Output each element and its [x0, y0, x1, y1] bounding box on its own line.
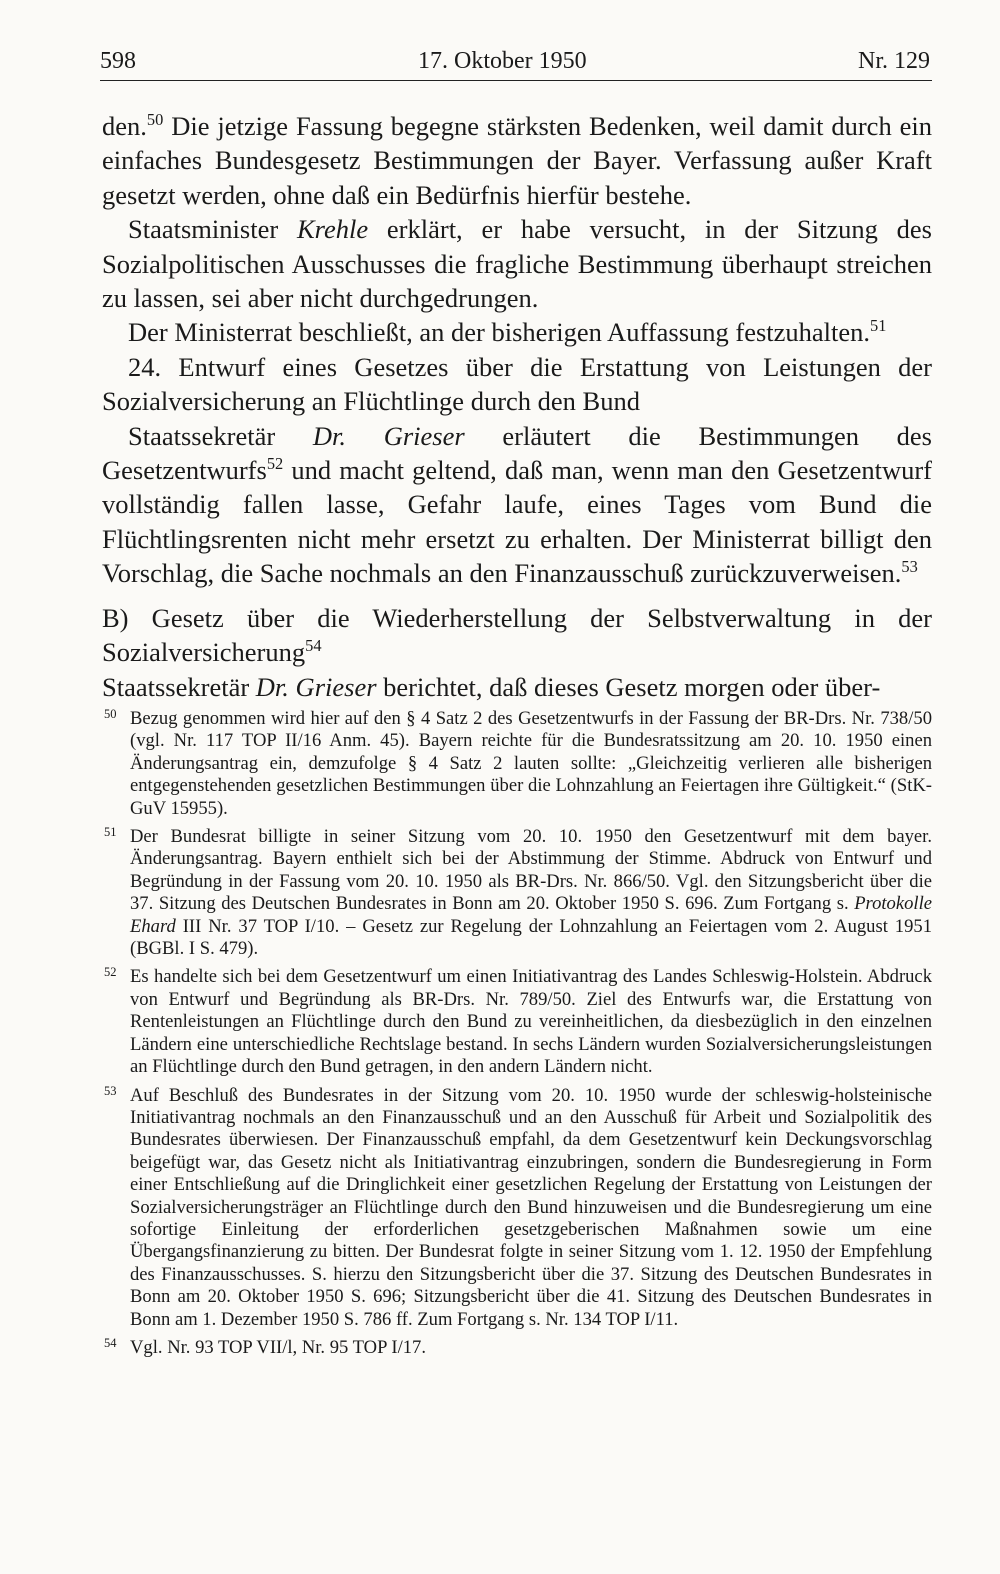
- paragraph-3: Der Ministerrat beschließt, an der bisherigen Auffassung festzuhalten.$^{51}$: [128, 316, 887, 348]
- footnote-51: 51 Der Bundesrat billigte in seiner Sitzung vom 20. 10. 1950 den Gesetzentwurf mit dem bayer. Änderungsantrag. Bayern enthielt sich bei der Abstimmung der Stimme. Abdruck von Entwurf und Begründung in der Fassung vom 20. 10. 1950 als BR-Drs. Nr. 866/50. Vgl. den Sitzungsbericht über die 37. Sitzung des Deutschen Bundesrates in Bonn am 20. Oktober 1950 S. 696. Zum Fortgang s. Protokolle Ehard III Nr. 37 TOP I/10. – Gesetz zur Regelung der Lohnzahlung an Feiertagen vom 2. August 1951 (BGBl. I S. 479).: [104, 826, 932, 960]
- footnotes: [104, 708, 932, 1365]
- running-header: [100, 44, 932, 81]
- footnote-ref-50: 50: [146, 109, 164, 129]
- paragraph-2: Staatsminister Krehle erklärt, er habe versucht, in der Sitzung des Sozialpolitischen Ausschusses die fragliche Bestimmung überhaupt streichen zu lassen, sei aber nicht durchgedrungen.: [102, 214, 932, 314]
- main-text: [102, 109, 932, 704]
- footnote-54: 54 Vgl. Nr. 93 TOP VII/l, Nr. 95 TOP I/17.: [104, 1337, 932, 1359]
- page-number: 598: [100, 48, 136, 74]
- footnote-number: 50: [104, 707, 117, 721]
- document-number: Nr. 129: [858, 48, 930, 74]
- section-heading-b: B) Gesetz über die Wiederherstellung der Selbstverwaltung in der Sozialversicherung$^{54}$: [102, 602, 932, 668]
- header-date: 17. Oktober 1950: [418, 48, 587, 74]
- paragraph-1: den.$^{50}$ Die jetzige Fassung begegne stärksten Bedenken, weil damit durch ein einfaches Bundesgesetz Bestimmungen der Bayer. Verfassung außer Kraft gesetzt werden, ohne daß ein Bedürfnis hierfür bestehe.: [102, 109, 932, 210]
- footnote-ref-53: 53: [901, 557, 918, 577]
- person-name: Dr. Grieser: [312, 420, 465, 451]
- footnote-number: 52: [104, 965, 117, 980]
- person-name: Dr. Grieser: [255, 671, 377, 702]
- footnote-ref-52: 52: [266, 453, 284, 473]
- footnote-53: 53 Auf Beschluß des Bundesrates in der Sitzung vom 20. 10. 1950 wurde der schleswig-holsteinische Initiativantrag nochmals an den Finanzausschuß und an den Ausschuß für Arbeit und Sozialpolitik des Bundesrates überwiesen. Der Finanzausschuß empfahl, da dem Gesetzentwurf kein Deckungsvorschlag beigefügt war, das Gesetz nicht als Initiativantrag einzubringen, sondern die Bundesregierung in Form einer Entschließung auf die Dringlichkeit einer gesetzlichen Regelung der Erstattung von Leistungen der Sozialversicherungsträger an Flüchtlinge durch den Bund hinzuweisen und die Bundesregierung um eine sofortige Einleitung der erforderlichen gesetzgeberischen Maßnahmen sowie um eine Übergangsfinanzierung zu bitten. Der Bundesrat folgte in seiner Sitzung vom 1. 12. 1950 der Empfehlung des Finanzausschusses. S. hierzu den Sitzungsbericht über die 37. Sitzung des Deutschen Bundesrates in Bonn am 20. Oktober 1950 S. 696; Sitzungsbericht über die 41. Sitzung des Deutschen Bundesrates in Bonn am 1. Dezember 1950 S. 786 ff. Zum Fortgang s. Nr. 134 TOP I/11.: [104, 1085, 932, 1331]
- paragraph-5: Staatssekretär Dr. Grieser erläutert die Bestimmungen des Gesetzentwurfs$^{52}$ und macht geltend, daß man, wenn man den Gesetzentwurf vollständig fallen lasse, Gefahr laufe, eines Tages vom Bund die Flüchtlingsrenten nicht mehr ersetzt zu erhalten. Der Ministerrat billigt den Vorschlag, die Sache nochmals an den Finanzausschuß zurückzuverweisen.$^{53}$: [102, 420, 932, 589]
- footnote-ref-51: 51: [870, 316, 887, 336]
- footnote-number: 54: [104, 1335, 117, 1350]
- paragraph-7: Staatssekretär Dr. Grieser berichtet, daß dieses Gesetz morgen oder über-: [102, 671, 881, 702]
- footnote-ref-54: 54: [305, 635, 322, 655]
- footnote-number: 51: [104, 825, 117, 840]
- agenda-item-24: 24. Entwurf eines Gesetzes über die Erstattung von Leistungen der Sozialversicherung an Flüchtlinge durch den Bund: [102, 351, 932, 417]
- person-name: Krehle: [296, 214, 369, 245]
- footnote-52: 52 Es handelte sich bei dem Gesetzentwurf um einen Initiativantrag des Landes Schleswig-Holstein. Abdruck von Entwurf und Begründung als BR-Drs. Nr. 789/50. Ziel des Entwurfs war, die Erstattung von Rentenleistungen an Flüchtlinge durch den Bund zu vereinheitlichen, da diesbezüglich in den einzelnen Ländern eine unterschiedliche Rechtslage bestand. In sechs Ländern wurden Sozialversicherungsleistungen an Flüchtlinge durch den Bund getragen, in den andern Ländern nicht.: [104, 966, 932, 1078]
- footnote-50: 50 Bezug genommen wird hier auf den § 4 Satz 2 des Gesetzentwurfs in der Fassung der BR-Drs. Nr. 738/50 (vgl. Nr. 117 TOP II/16 Anm. 45). Bayern reichte für die Bundesratssitzung am 20. 10. 1950 einen Änderungsantrag ein, demzufolge § 4 Satz 2 lauten sollte: „Gleichzeitig verlieren alle bisherigen entgegenstehenden gesetzlichen Bestimmungen über die Lohnzahlung an Feiertagen ihre Gültigkeit.“ (StK-GuV 15955).: [104, 708, 932, 820]
- footnote-number: 53: [104, 1083, 117, 1098]
